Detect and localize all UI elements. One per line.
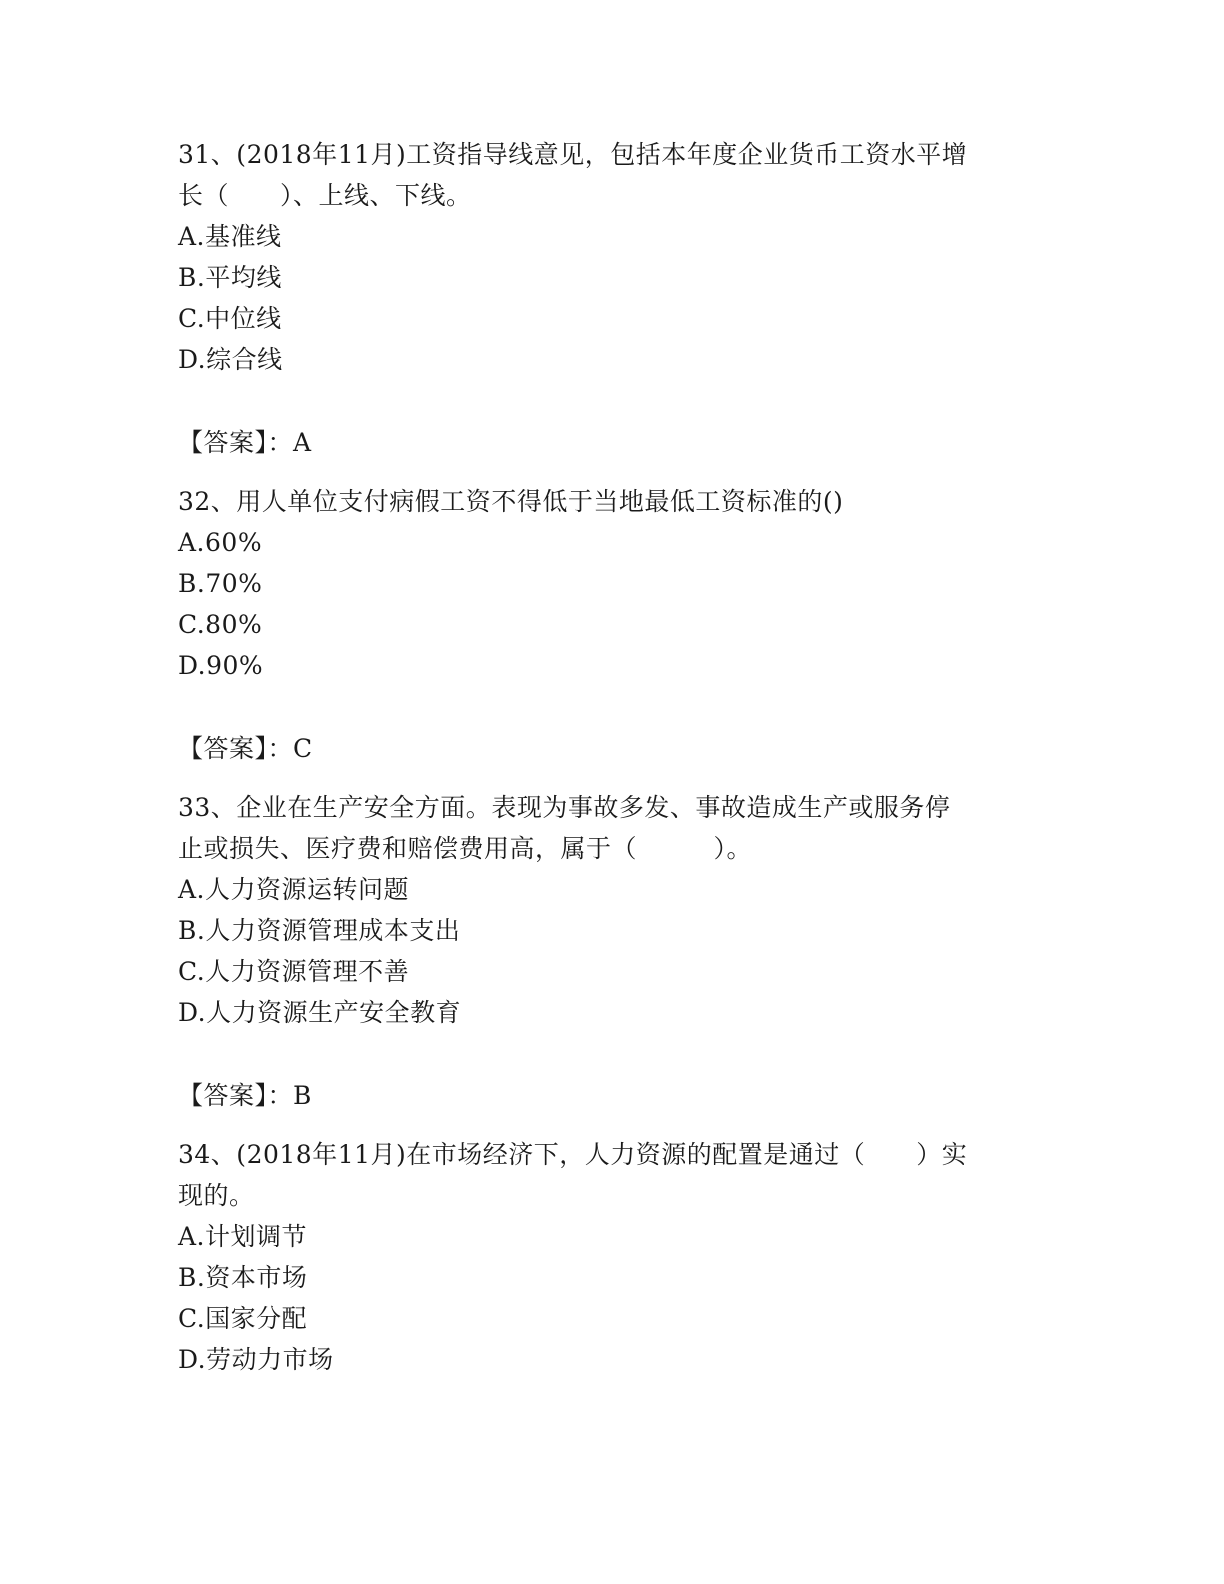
option-b: B.资本市场 [178,1263,308,1292]
question-31 [178,134,1038,463]
option-d: D.人力资源生产安全教育 [178,998,462,1027]
option-b: B.70% [178,569,263,598]
option-d: D.90% [178,651,264,680]
question-33 [178,787,1038,1116]
question-text-line: 33、企业在生产安全方面。表现为事故多发、事故造成生产或服务停 [178,793,951,822]
question-34 [178,1134,1038,1380]
option-a: A.人力资源运转问题 [178,875,410,904]
document-page [178,134,1038,1380]
question-text-line: 31、(2018年11月)工资指导线意见，包括本年度企业货币工资水平增 [178,140,968,169]
option-d: D.劳动力市场 [178,1345,334,1374]
option-c: C.80% [178,610,263,639]
answer-line: 【答案】：C [178,734,313,763]
question-text-line: 34、(2018年11月)在市场经济下，人力资源的配置是通过（ ）实 [178,1140,968,1169]
question-text-line: 长（ ）、上线、下线。 [178,181,472,210]
option-a: A.基准线 [178,222,282,251]
answer-line: 【答案】：B [178,1081,312,1110]
option-b: B.人力资源管理成本支出 [178,916,461,945]
question-text-line: 止或损失、医疗费和赔偿费用高，属于（ ）。 [178,834,753,863]
option-c: C.人力资源管理不善 [178,957,410,986]
question-text-line: 现的。 [178,1181,255,1210]
option-a: A.60% [178,528,263,557]
option-a: A.计划调节 [178,1222,308,1251]
question-text-line: 32、用人单位支付病假工资不得低于当地最低工资标准的() [178,487,844,516]
question-32 [178,481,1038,769]
option-c: C.中位线 [178,304,282,333]
option-c: C.国家分配 [178,1304,308,1333]
option-b: B.平均线 [178,263,282,292]
answer-line: 【答案】：A [178,428,312,457]
option-d: D.综合线 [178,345,283,374]
